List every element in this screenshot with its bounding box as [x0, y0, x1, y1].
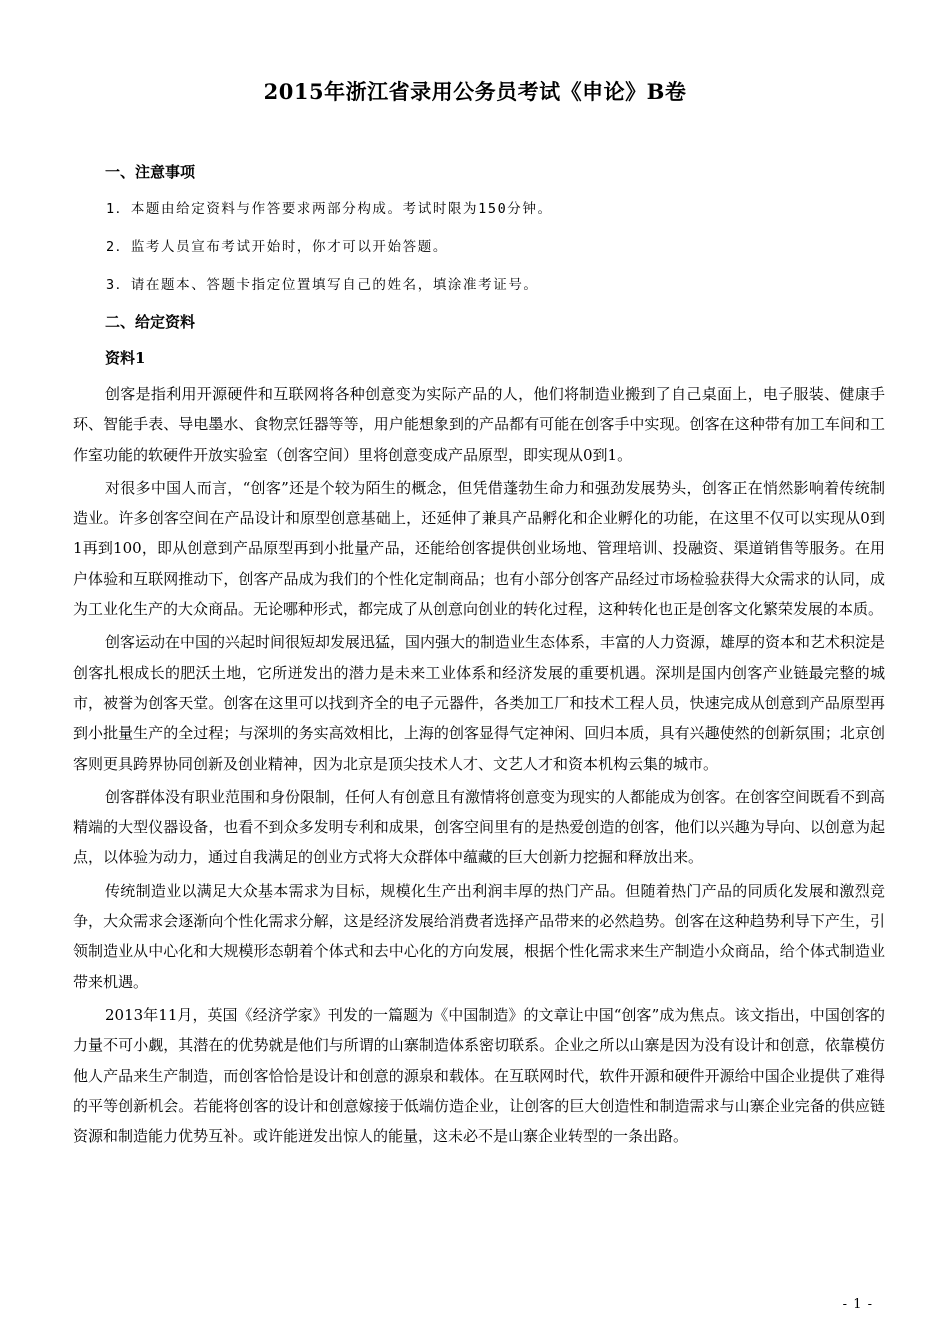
page-number: - 1 - [842, 1297, 873, 1312]
document-title: 2015年浙江省录用公务员考试《申论》B卷 [263, 79, 687, 104]
paragraph: 创客群体没有职业范围和身份限制，任何人有创意且有激情将创意变为现实的人都能成为创客。在创客空间既看不到高精端的大型仪器设备，也看不到众多发明专利和成果，创客空间里有的是热爱创造的创客，他们以兴趣为导向、以创意为起点，以体验为动力，通过自我满足的创业方式将大众群体中蕴藏的巨大创新力挖掘和释放出来。 [73, 787, 886, 867]
paragraph: 对很多中国人而言，“创客”还是个较为陌生的概念，但凭借蓬勃生命力和强劲发展势头，创客正在悄然影响着传统制造业。许多创客空间在产品设计和原型创意基础上，还延伸了兼具产品孵化和企业孵化的功能，在这里不仅可以实现从0到1再到100，即从创意到产品原型再到小批量产品，还能给创客提供创业场地、管理培训、投融资、渠道销售等服务。在用户体验和互联网推动下，创客产品成为我们的个性化定制商品；也有小部分创客产品经过市场检验获得大众需求的认同，成为工业化生产的大众商品。无论哪种形式，都完成了从创意向创业的转化过程，这种转化也正是创客文化繁荣发展的本质。 [73, 478, 885, 619]
paragraph: 传统制造业以满足大众基本需求为目标，规模化生产出利润丰厚的热门产品。但随着热门产品的同质化发展和激烈竞争，大众需求会逐渐向个性化需求分解，这是经济发展给消费者选择产品带来的必然趋势。创客在这种趋势利导下产生，引领制造业从中心化和大规模形态朝着个体式和去中心化的方向发展，根据个性化需求来生产制造小众商品，给个体式制造业带来机遇。 [73, 881, 885, 991]
notice-item: 1．本题由给定资料与作答要求两部分构成。考试时限为150分钟。 [106, 201, 553, 217]
material-heading: 资料1 [105, 349, 146, 367]
paragraph: 2013年11月，英国《经济学家》刊发的一篇题为《中国制造》的文章让中国“创客”成为焦点。该文指出，中国创客的力量不可小觑，其潜在的优势就是他们与所谓的山寨制造体系密切联系。企业之所以山寨是因为没有设计和创意，依靠模仿他人产品来生产制造，而创客恰恰是设计和创意的源泉和载体。在互联网时代，软件开源和硬件开源给中国企业提供了难得的平等创新机会。若能将创客的设计和创意嫁接于低端仿造企业，让创客的巨大创造性和制造需求与山寨企业完备的供应链资源和制造能力优势互补。或许能迸发出惊人的能量，这未必不是山寨企业转型的一条出路。 [73, 1005, 885, 1146]
document-body [73, 154, 885, 1154]
paragraph: 创客是指利用开源硬件和互联网将各种创意变为实际产品的人，他们将制造业搬到了自己桌面上，电子服装、健康手环、智能手表、导电墨水、食物烹饪器等等，用户能想象到的产品都有可能在创客手中实现。创客在这种带有加工车间和工作室功能的软硬件开放实验室（创客空间）里将创意变成产品原型，即实现从0到1。 [73, 385, 885, 464]
section-heading-materials: 二、给定资料 [105, 313, 196, 331]
notice-item: 3．请在题本、答题卡指定位置填写自己的姓名，填涂准考证号。 [106, 277, 539, 293]
section-heading-notes: 一、注意事项 [105, 163, 196, 181]
paragraph: 创客运动在中国的兴起时间很短却发展迅猛，国内强大的制造业生态体系，丰富的人力资源，雄厚的资本和艺术积淀是创客扎根成长的肥沃土地，它所迸发出的潜力是未来工业体系和经济发展的重要机遇。深圳是国内创客产业链最完整的城市，被誉为创客天堂。创客在这里可以找到齐全的电子元器件，各类加工厂和技术工程人员，快速完成从创意到产品原型再到小批量生产的全过程；与深圳的务实高效相比，上海的创客显得气定神闲、回归本质，具有兴趣使然的创新氛围；北京创客则更具跨界协同创新及创业精神，因为北京是顶尖技术人才、文艺人才和资本机构云集的城市。 [73, 633, 886, 773]
notice-item: 2．监考人员宣布考试开始时，你才可以开始答题。 [106, 239, 448, 255]
